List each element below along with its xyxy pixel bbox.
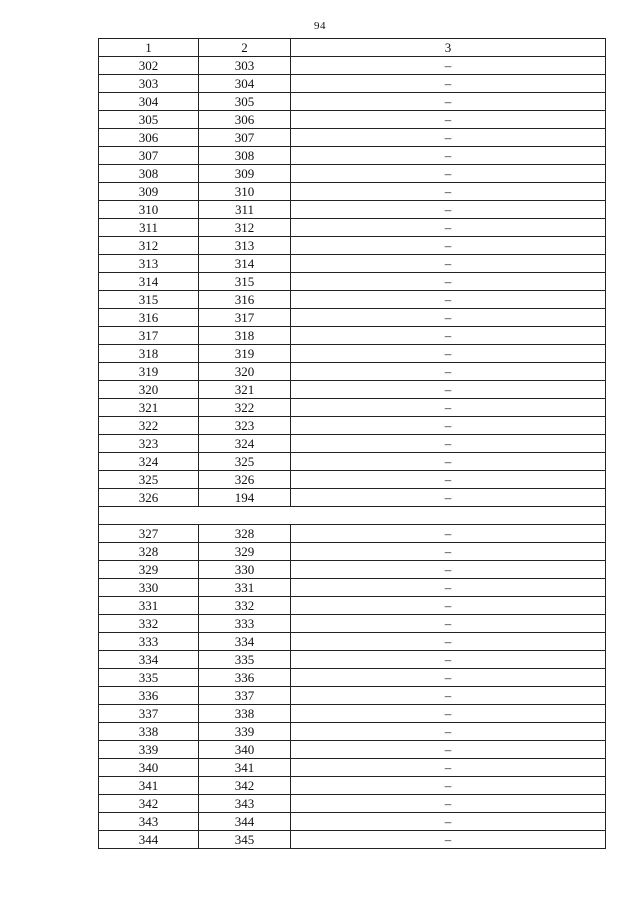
table-cell-col3: – bbox=[291, 381, 606, 399]
table-cell-col3: – bbox=[291, 345, 606, 363]
column-header-1: 1 bbox=[99, 39, 199, 57]
table-row bbox=[99, 183, 606, 201]
table-cell-col2: 319 bbox=[199, 345, 291, 363]
table-cell-col3: – bbox=[291, 183, 606, 201]
gap-row bbox=[99, 507, 606, 525]
table-cell-col3: – bbox=[291, 597, 606, 615]
table-cell-col1: 310 bbox=[99, 201, 199, 219]
table-cell-col3: – bbox=[291, 363, 606, 381]
table-cell-col1: 306 bbox=[99, 129, 199, 147]
table-cell-col1: 329 bbox=[99, 561, 199, 579]
table-cell-col1: 303 bbox=[99, 75, 199, 93]
table-cell-col2: 339 bbox=[199, 723, 291, 741]
table-cell-col2: 323 bbox=[199, 417, 291, 435]
table-cell-col3: – bbox=[291, 435, 606, 453]
table-cell-col2: 330 bbox=[199, 561, 291, 579]
table-cell-col3: – bbox=[291, 705, 606, 723]
table-cell-col1: 326 bbox=[99, 489, 199, 507]
table-gap bbox=[99, 507, 606, 525]
table-row bbox=[99, 795, 606, 813]
table-row bbox=[99, 93, 606, 111]
table-cell-col2: 306 bbox=[199, 111, 291, 129]
table-cell-col1: 314 bbox=[99, 273, 199, 291]
table-cell-col2: 312 bbox=[199, 219, 291, 237]
table-cell-col1: 321 bbox=[99, 399, 199, 417]
table-cell-col1: 311 bbox=[99, 219, 199, 237]
table-cell-col3: – bbox=[291, 777, 606, 795]
table-cell-col1: 333 bbox=[99, 633, 199, 651]
table-cell-col3: – bbox=[291, 111, 606, 129]
table-cell-col2: 310 bbox=[199, 183, 291, 201]
table-cell-col1: 338 bbox=[99, 723, 199, 741]
table-cell-col3: – bbox=[291, 525, 606, 543]
table-row bbox=[99, 381, 606, 399]
table-cell-col1: 334 bbox=[99, 651, 199, 669]
table-cell-col2: 336 bbox=[199, 669, 291, 687]
table-cell-col2: 328 bbox=[199, 525, 291, 543]
table-cell-col3: – bbox=[291, 489, 606, 507]
table-cell-col2: 337 bbox=[199, 687, 291, 705]
table-cell-col1: 332 bbox=[99, 615, 199, 633]
table-cell-col2: 318 bbox=[199, 327, 291, 345]
table-cell-col1: 327 bbox=[99, 525, 199, 543]
table-cell-col2: 341 bbox=[199, 759, 291, 777]
table-cell-col2: 313 bbox=[199, 237, 291, 255]
table-row bbox=[99, 327, 606, 345]
table-cell-col2: 320 bbox=[199, 363, 291, 381]
table-cell-col2: 304 bbox=[199, 75, 291, 93]
table-cell-col2: 332 bbox=[199, 597, 291, 615]
table-row bbox=[99, 111, 606, 129]
table-cell-col3: – bbox=[291, 633, 606, 651]
table-cell-col3: – bbox=[291, 273, 606, 291]
table-cell-col2: 308 bbox=[199, 147, 291, 165]
table-row bbox=[99, 633, 606, 651]
table-cell-col2: 305 bbox=[199, 93, 291, 111]
table-cell-col2: 317 bbox=[199, 309, 291, 327]
table-cell-col1: 342 bbox=[99, 795, 199, 813]
table-row bbox=[99, 777, 606, 795]
table-cell-col1: 336 bbox=[99, 687, 199, 705]
table-block-1 bbox=[99, 57, 606, 507]
table-row bbox=[99, 417, 606, 435]
table-row bbox=[99, 129, 606, 147]
table-cell-col2: 342 bbox=[199, 777, 291, 795]
gap-cell bbox=[99, 507, 606, 525]
table-row bbox=[99, 687, 606, 705]
table-cell-col2: 335 bbox=[199, 651, 291, 669]
table-cell-col2: 315 bbox=[199, 273, 291, 291]
table-cell-col3: – bbox=[291, 93, 606, 111]
table-cell-col3: – bbox=[291, 831, 606, 849]
column-header-3: 3 bbox=[291, 39, 606, 57]
table-cell-col3: – bbox=[291, 417, 606, 435]
table-row bbox=[99, 75, 606, 93]
table-cell-col2: 340 bbox=[199, 741, 291, 759]
table-row bbox=[99, 669, 606, 687]
table-row bbox=[99, 57, 606, 75]
table-cell-col3: – bbox=[291, 741, 606, 759]
table-cell-col2: 329 bbox=[199, 543, 291, 561]
table-row bbox=[99, 651, 606, 669]
table-cell-col3: – bbox=[291, 255, 606, 273]
table-cell-col2: 311 bbox=[199, 201, 291, 219]
table-row bbox=[99, 309, 606, 327]
table-cell-col2: 321 bbox=[199, 381, 291, 399]
table-cell-col1: 340 bbox=[99, 759, 199, 777]
table-cell-col1: 317 bbox=[99, 327, 199, 345]
data-table bbox=[98, 38, 606, 849]
table-cell-col3: – bbox=[291, 471, 606, 489]
table-row bbox=[99, 597, 606, 615]
table-cell-col2: 316 bbox=[199, 291, 291, 309]
table-cell-col3: – bbox=[291, 795, 606, 813]
table-cell-col1: 323 bbox=[99, 435, 199, 453]
table-row bbox=[99, 435, 606, 453]
table-cell-col1: 325 bbox=[99, 471, 199, 489]
table-cell-col3: – bbox=[291, 561, 606, 579]
table-cell-col1: 335 bbox=[99, 669, 199, 687]
table-row bbox=[99, 705, 606, 723]
table-cell-col1: 322 bbox=[99, 417, 199, 435]
table-cell-col1: 316 bbox=[99, 309, 199, 327]
table-cell-col1: 331 bbox=[99, 597, 199, 615]
table-cell-col2: 303 bbox=[199, 57, 291, 75]
table-cell-col3: – bbox=[291, 129, 606, 147]
page-number: 94 bbox=[314, 20, 326, 32]
table-cell-col3: – bbox=[291, 579, 606, 597]
table-cell-col3: – bbox=[291, 651, 606, 669]
table-row bbox=[99, 291, 606, 309]
table-cell-col3: – bbox=[291, 57, 606, 75]
table-cell-col3: – bbox=[291, 669, 606, 687]
table-row bbox=[99, 147, 606, 165]
table-cell-col1: 344 bbox=[99, 831, 199, 849]
table-cell-col1: 318 bbox=[99, 345, 199, 363]
table-row bbox=[99, 489, 606, 507]
table-cell-col1: 337 bbox=[99, 705, 199, 723]
table-cell-col1: 304 bbox=[99, 93, 199, 111]
table-row bbox=[99, 813, 606, 831]
table-cell-col2: 345 bbox=[199, 831, 291, 849]
table-cell-col2: 194 bbox=[199, 489, 291, 507]
table-block-2 bbox=[99, 525, 606, 849]
table-cell-col1: 315 bbox=[99, 291, 199, 309]
table-row bbox=[99, 345, 606, 363]
table-row bbox=[99, 237, 606, 255]
table-row bbox=[99, 831, 606, 849]
table-row bbox=[99, 273, 606, 291]
table-cell-col2: 331 bbox=[199, 579, 291, 597]
table-cell-col3: – bbox=[291, 453, 606, 471]
table-cell-col1: 307 bbox=[99, 147, 199, 165]
table-cell-col2: 344 bbox=[199, 813, 291, 831]
table-row bbox=[99, 615, 606, 633]
table-cell-col2: 324 bbox=[199, 435, 291, 453]
table-cell-col1: 320 bbox=[99, 381, 199, 399]
table-cell-col2: 314 bbox=[199, 255, 291, 273]
table-cell-col2: 343 bbox=[199, 795, 291, 813]
table-cell-col3: – bbox=[291, 399, 606, 417]
table-row bbox=[99, 453, 606, 471]
table-row bbox=[99, 759, 606, 777]
table-cell-col1: 305 bbox=[99, 111, 199, 129]
table-cell-col2: 322 bbox=[199, 399, 291, 417]
table-cell-col2: 333 bbox=[199, 615, 291, 633]
table-cell-col2: 338 bbox=[199, 705, 291, 723]
table-cell-col1: 302 bbox=[99, 57, 199, 75]
table-row bbox=[99, 543, 606, 561]
table-cell-col3: – bbox=[291, 687, 606, 705]
table-row bbox=[99, 255, 606, 273]
table-cell-col2: 326 bbox=[199, 471, 291, 489]
table-cell-col2: 307 bbox=[199, 129, 291, 147]
table-cell-col3: – bbox=[291, 165, 606, 183]
table-row bbox=[99, 561, 606, 579]
table-cell-col3: – bbox=[291, 219, 606, 237]
table-cell-col3: – bbox=[291, 201, 606, 219]
table-cell-col3: – bbox=[291, 813, 606, 831]
table-row bbox=[99, 741, 606, 759]
table-row bbox=[99, 399, 606, 417]
table-cell-col1: 328 bbox=[99, 543, 199, 561]
table-cell-col3: – bbox=[291, 147, 606, 165]
table-cell-col1: 324 bbox=[99, 453, 199, 471]
table-cell-col1: 341 bbox=[99, 777, 199, 795]
table-header bbox=[99, 39, 606, 57]
table-row bbox=[99, 471, 606, 489]
table-cell-col3: – bbox=[291, 75, 606, 93]
table-cell-col1: 309 bbox=[99, 183, 199, 201]
table-cell-col3: – bbox=[291, 723, 606, 741]
table-cell-col1: 330 bbox=[99, 579, 199, 597]
table-cell-col1: 339 bbox=[99, 741, 199, 759]
table-cell-col3: – bbox=[291, 309, 606, 327]
table-row bbox=[99, 363, 606, 381]
table-cell-col2: 325 bbox=[199, 453, 291, 471]
table-cell-col2: 334 bbox=[199, 633, 291, 651]
table-cell-col1: 319 bbox=[99, 363, 199, 381]
table-row bbox=[99, 165, 606, 183]
table-row bbox=[99, 525, 606, 543]
table-cell-col3: – bbox=[291, 543, 606, 561]
table-row bbox=[99, 201, 606, 219]
table-cell-col2: 309 bbox=[199, 165, 291, 183]
table-cell-col1: 313 bbox=[99, 255, 199, 273]
table-row bbox=[99, 219, 606, 237]
table-cell-col3: – bbox=[291, 291, 606, 309]
table-cell-col1: 343 bbox=[99, 813, 199, 831]
table-cell-col1: 308 bbox=[99, 165, 199, 183]
table-row bbox=[99, 579, 606, 597]
table-cell-col3: – bbox=[291, 327, 606, 345]
column-header-2: 2 bbox=[199, 39, 291, 57]
table-cell-col3: – bbox=[291, 759, 606, 777]
table-cell-col3: – bbox=[291, 237, 606, 255]
table-cell-col3: – bbox=[291, 615, 606, 633]
table-cell-col1: 312 bbox=[99, 237, 199, 255]
header-row bbox=[99, 39, 606, 57]
table-row bbox=[99, 723, 606, 741]
